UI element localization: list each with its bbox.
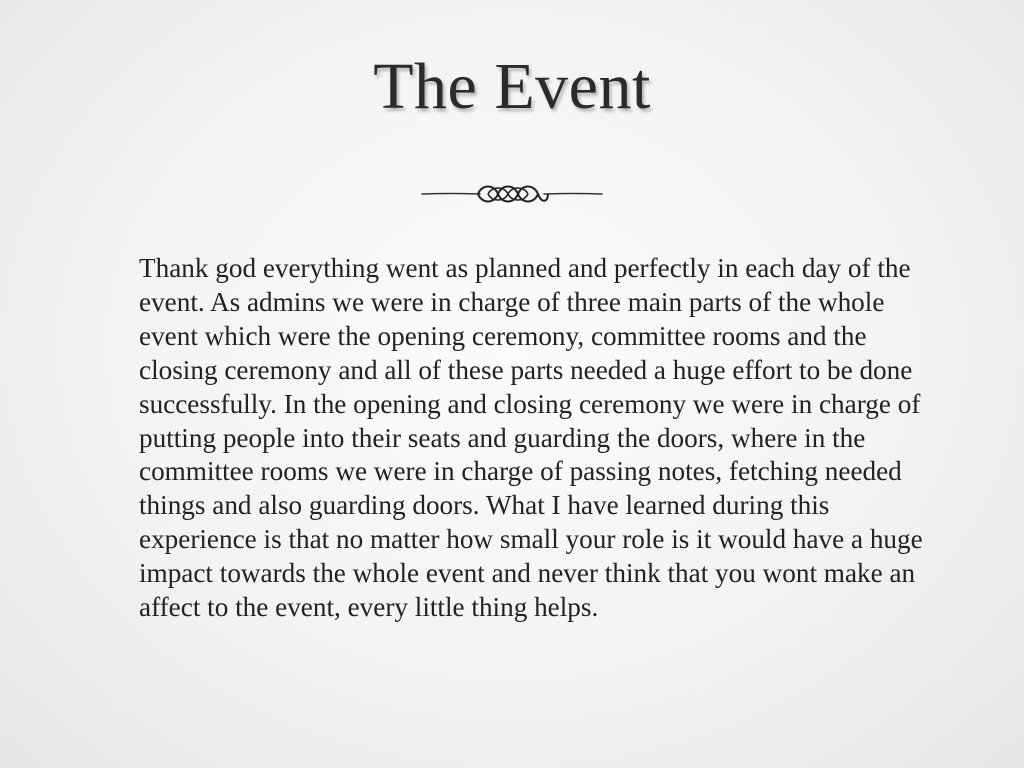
slide-body-text: Thank god everything went as planned and perfectly in each day of the event. As admins we were in charge of three main parts of the whole event which were the opening ceremony, committee rooms and the closing ceremony and all of these parts needed a huge effort to be done successfully. In the opening and closing ceremony we were in charge of putting people into their seats and guarding the doors, where in the committee rooms we were in charge of passing notes, fetching needed things and also guarding doors. What I have learned during this experience is that no matter how small your role is it would have a huge impact towards the whole event and never think that you wont make an affect to the event, every little thing helps. [139,253,923,623]
slide-title: The Event [373,50,651,123]
flourish-divider-icon [420,180,604,208]
